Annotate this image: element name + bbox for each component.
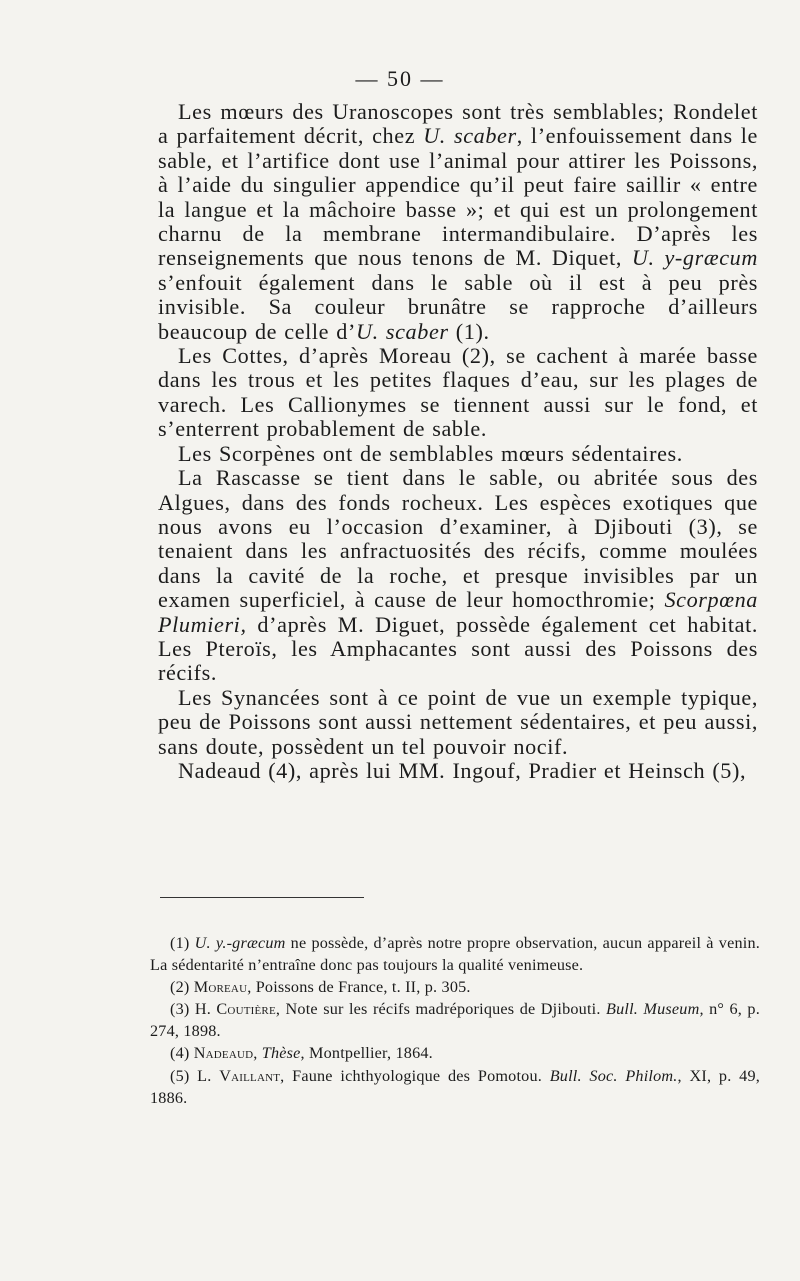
italic-text: Scorpœna Plumieri, (158, 587, 758, 637)
italic-text: Bull. Museum, (606, 1000, 704, 1019)
paragraph (158, 759, 758, 783)
text-segment: Les mœurs des Uranoscopes sont très semblables; Rondelet a parfaitement décrit, chez (158, 99, 758, 149)
text-segment: , l’enfouissement dans le sable, et l’artifice dont use l’animal pour attirer les Poissons, à l’aide du singulier appendice qu’il peut faire saillir « entre la langue et la mâchoire basse »; et qui est un prolongement charnu de la membrane intermandibulaire. D’après les renseignements que nous tenons de M. Diquet, (158, 123, 758, 271)
italic-text: U. y-græcum (631, 245, 758, 271)
footnote-divider (160, 897, 364, 898)
text-segment: , Montpellier, 1864. (300, 1044, 433, 1063)
text-segment: ne possède, d’après notre propre observation, aucun appareil à venin. La sédentarité n’entraîne donc pas toujours la qualité venimeuse. (150, 934, 760, 975)
footnote (150, 998, 760, 1042)
footnote (150, 1042, 760, 1064)
text-segment: (3) H. (170, 1000, 217, 1019)
author-name: Vaillant (219, 1066, 281, 1085)
italic-text: U. scaber (423, 123, 517, 149)
text-segment: (2) (170, 978, 194, 997)
text-segment: , Poissons de France, t. II, p. 305. (247, 978, 471, 997)
body-text (158, 100, 758, 783)
italic-text: U. scaber (355, 318, 449, 344)
page-number: — 50 — (355, 66, 445, 91)
footnote (150, 932, 760, 976)
text-segment: Les Cottes, d’après Moreau (2), se cachent à marée basse dans les trous et les petites flaques d’eau, sur les plages de varech. Les Callionymes se tiennent aussi sur le fond, et s’enterrent probablement de sable. (158, 343, 758, 442)
author-name: Moreau (193, 978, 248, 997)
text-segment: (1). (448, 318, 490, 344)
footnote (150, 976, 760, 998)
footnotes (150, 932, 760, 1109)
author-name: Nadeaud (193, 1044, 254, 1063)
text-segment: s’enfouit également dans le sable où il est à peu près invisible. Sa couleur brunâtre se rapproche d’ailleurs beaucoup de celle d’ (158, 269, 758, 344)
text-segment: (1) (170, 934, 195, 952)
footnote (150, 1065, 760, 1109)
text-segment: La Rascasse se tient dans le sable, ou abritée sous des Algues, dans des fonds rocheux. Les espèces exotiques que nous avons eu l’occasion d’examiner, à Djibouti (3), se tenaient dans les anfractuosités des récifs, comme moulées dans la cavité de la roche, et presque invisibles par un examen superficiel, à cause de leur homocthromie; (158, 465, 758, 613)
text-segment: (5) L. (170, 1066, 220, 1085)
text-segment: Les Scorpènes ont de semblables mœurs sédentaires. (178, 440, 683, 466)
paragraph (158, 442, 758, 466)
text-segment: n° 6, p. 274, 1898. (150, 1000, 760, 1041)
paragraph (158, 466, 758, 686)
author-name: Coutière (216, 1000, 276, 1019)
paragraph (158, 344, 758, 442)
italic-text: Bull. Soc. Philom. (549, 1066, 678, 1085)
text-segment: , Note sur les récifs madréporiques de Djibouti. (275, 1000, 606, 1019)
text-segment: , (253, 1044, 262, 1063)
text-segment: Les Synancées sont à ce point de vue un exemple typique, peu de Poissons sont aussi nettement sédentaires, et peu aussi, sans doute, possèdent un tel pouvoir nocif. (158, 684, 758, 759)
italic-text: U. y.-græcum (194, 934, 286, 952)
italic-text: Thèse (261, 1044, 301, 1063)
text-segment: , XI, p. 49, 1886. (150, 1066, 760, 1107)
paragraph (158, 686, 758, 759)
text-segment: (4) (170, 1044, 194, 1063)
text-segment: d’après M. Diguet, possède également cet habitat. Les Pteroïs, les Amphacantes sont aussi des Poissons des récifs. (158, 611, 758, 686)
text-segment: , Faune ichthyologique des Pomotou. (280, 1066, 550, 1085)
text-segment: Nadeaud (4), après lui MM. Ingouf, Pradier et Heinsch (5), (178, 757, 747, 783)
paragraph (158, 100, 758, 344)
